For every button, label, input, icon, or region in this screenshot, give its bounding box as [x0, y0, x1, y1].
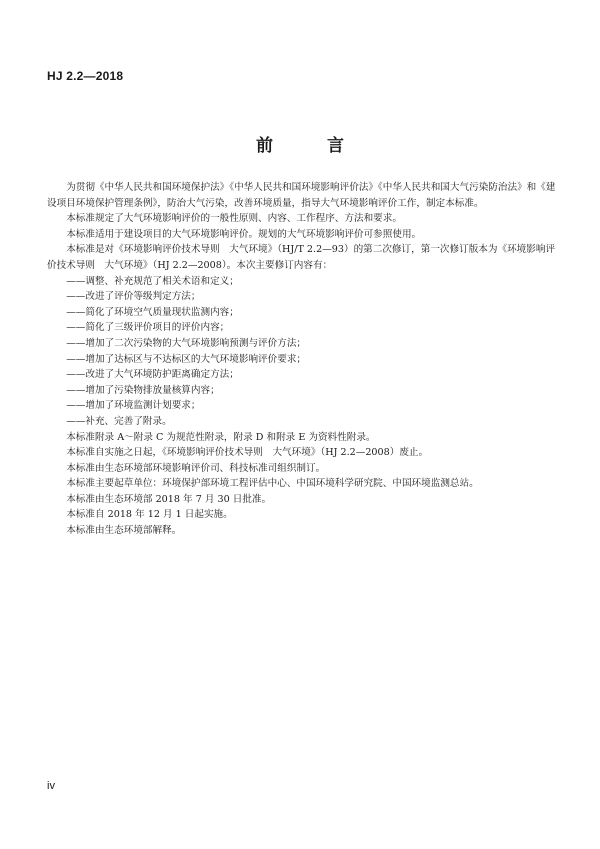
paragraph: 本标准自 2018 年 12 月 1 日起实施。	[66, 509, 233, 521]
list-item: ——调整、补充规范了相关术语和定义；	[66, 275, 239, 287]
paragraph: 为贯彻《中华人民共和国环境保护法》《中华人民共和国环境影响评价法》《中华人民共和国大气污染防治法》和《建设项目环境保护管理条例》，防治大气污染，改善环境质量，指导大气环境影响评价工作，制定本标准。	[47, 182, 556, 209]
paragraph: 本标准由生态环境部 2018 年 7 月 30 日批准。	[66, 493, 272, 505]
list-item: ——改进了大气环境防护距离确定方法；	[66, 369, 239, 381]
paragraph: 本标准由生态环境部解释。	[66, 525, 182, 537]
paragraph: 本标准适用于建设项目的大气环境影响评价。规划的大气环境影响评价可参照使用。	[66, 228, 422, 240]
list-item: ——增加了达标区与不达标区的大气环境影响评价要求；	[66, 353, 307, 365]
list-item: ——简化了环境空气质量现状监测内容；	[66, 306, 239, 318]
list-item: ——增加了污染物排放量核算内容；	[66, 384, 220, 396]
list-item: ——改进了评价等级判定方法；	[66, 291, 201, 303]
page-number: iv	[47, 780, 55, 792]
page-title: 前 言	[256, 136, 368, 156]
foreword-body	[47, 180, 557, 539]
list-item: ——简化了三级评价项目的评价内容；	[66, 322, 230, 334]
revision-list	[47, 274, 557, 430]
paragraph: 本标准是对《环境影响评价技术导则 大气环境》（HJ/T 2.2—93）的第二次修订，第一次修订版本为《环境影响评价技术导则 大气环境》（HJ 2.2—2008）。本次主要修订内容有：	[47, 244, 556, 271]
paragraph: 本标准规定了大气环境影响评价的一般性原则、内容、工作程序、方法和要求。	[66, 213, 402, 225]
paragraph: 本标准主要起草单位：环境保护部环境工程评估中心、中国环境科学研究院、中国环境监测总站。	[66, 478, 479, 490]
paragraph: 本标准由生态环境部环境影响评价司、科技标准司组织制订。	[66, 462, 326, 474]
paragraph: 本标准自实施之日起，《环境影响评价技术导则 大气环境》（HJ 2.2—2008）废止。	[66, 447, 429, 459]
standard-code: HJ 2.2—2018	[47, 69, 124, 83]
list-item: ——增加了二次污染物的大气环境影响预测与评价方法；	[66, 337, 307, 349]
paragraph: 本标准附录 A～附录 C 为规范性附录，附录 D 和附录 E 为资料性附录。	[66, 431, 376, 443]
list-item: ——补充、完善了附录。	[66, 415, 172, 427]
list-item: ——增加了环境监测计划要求；	[66, 400, 201, 412]
